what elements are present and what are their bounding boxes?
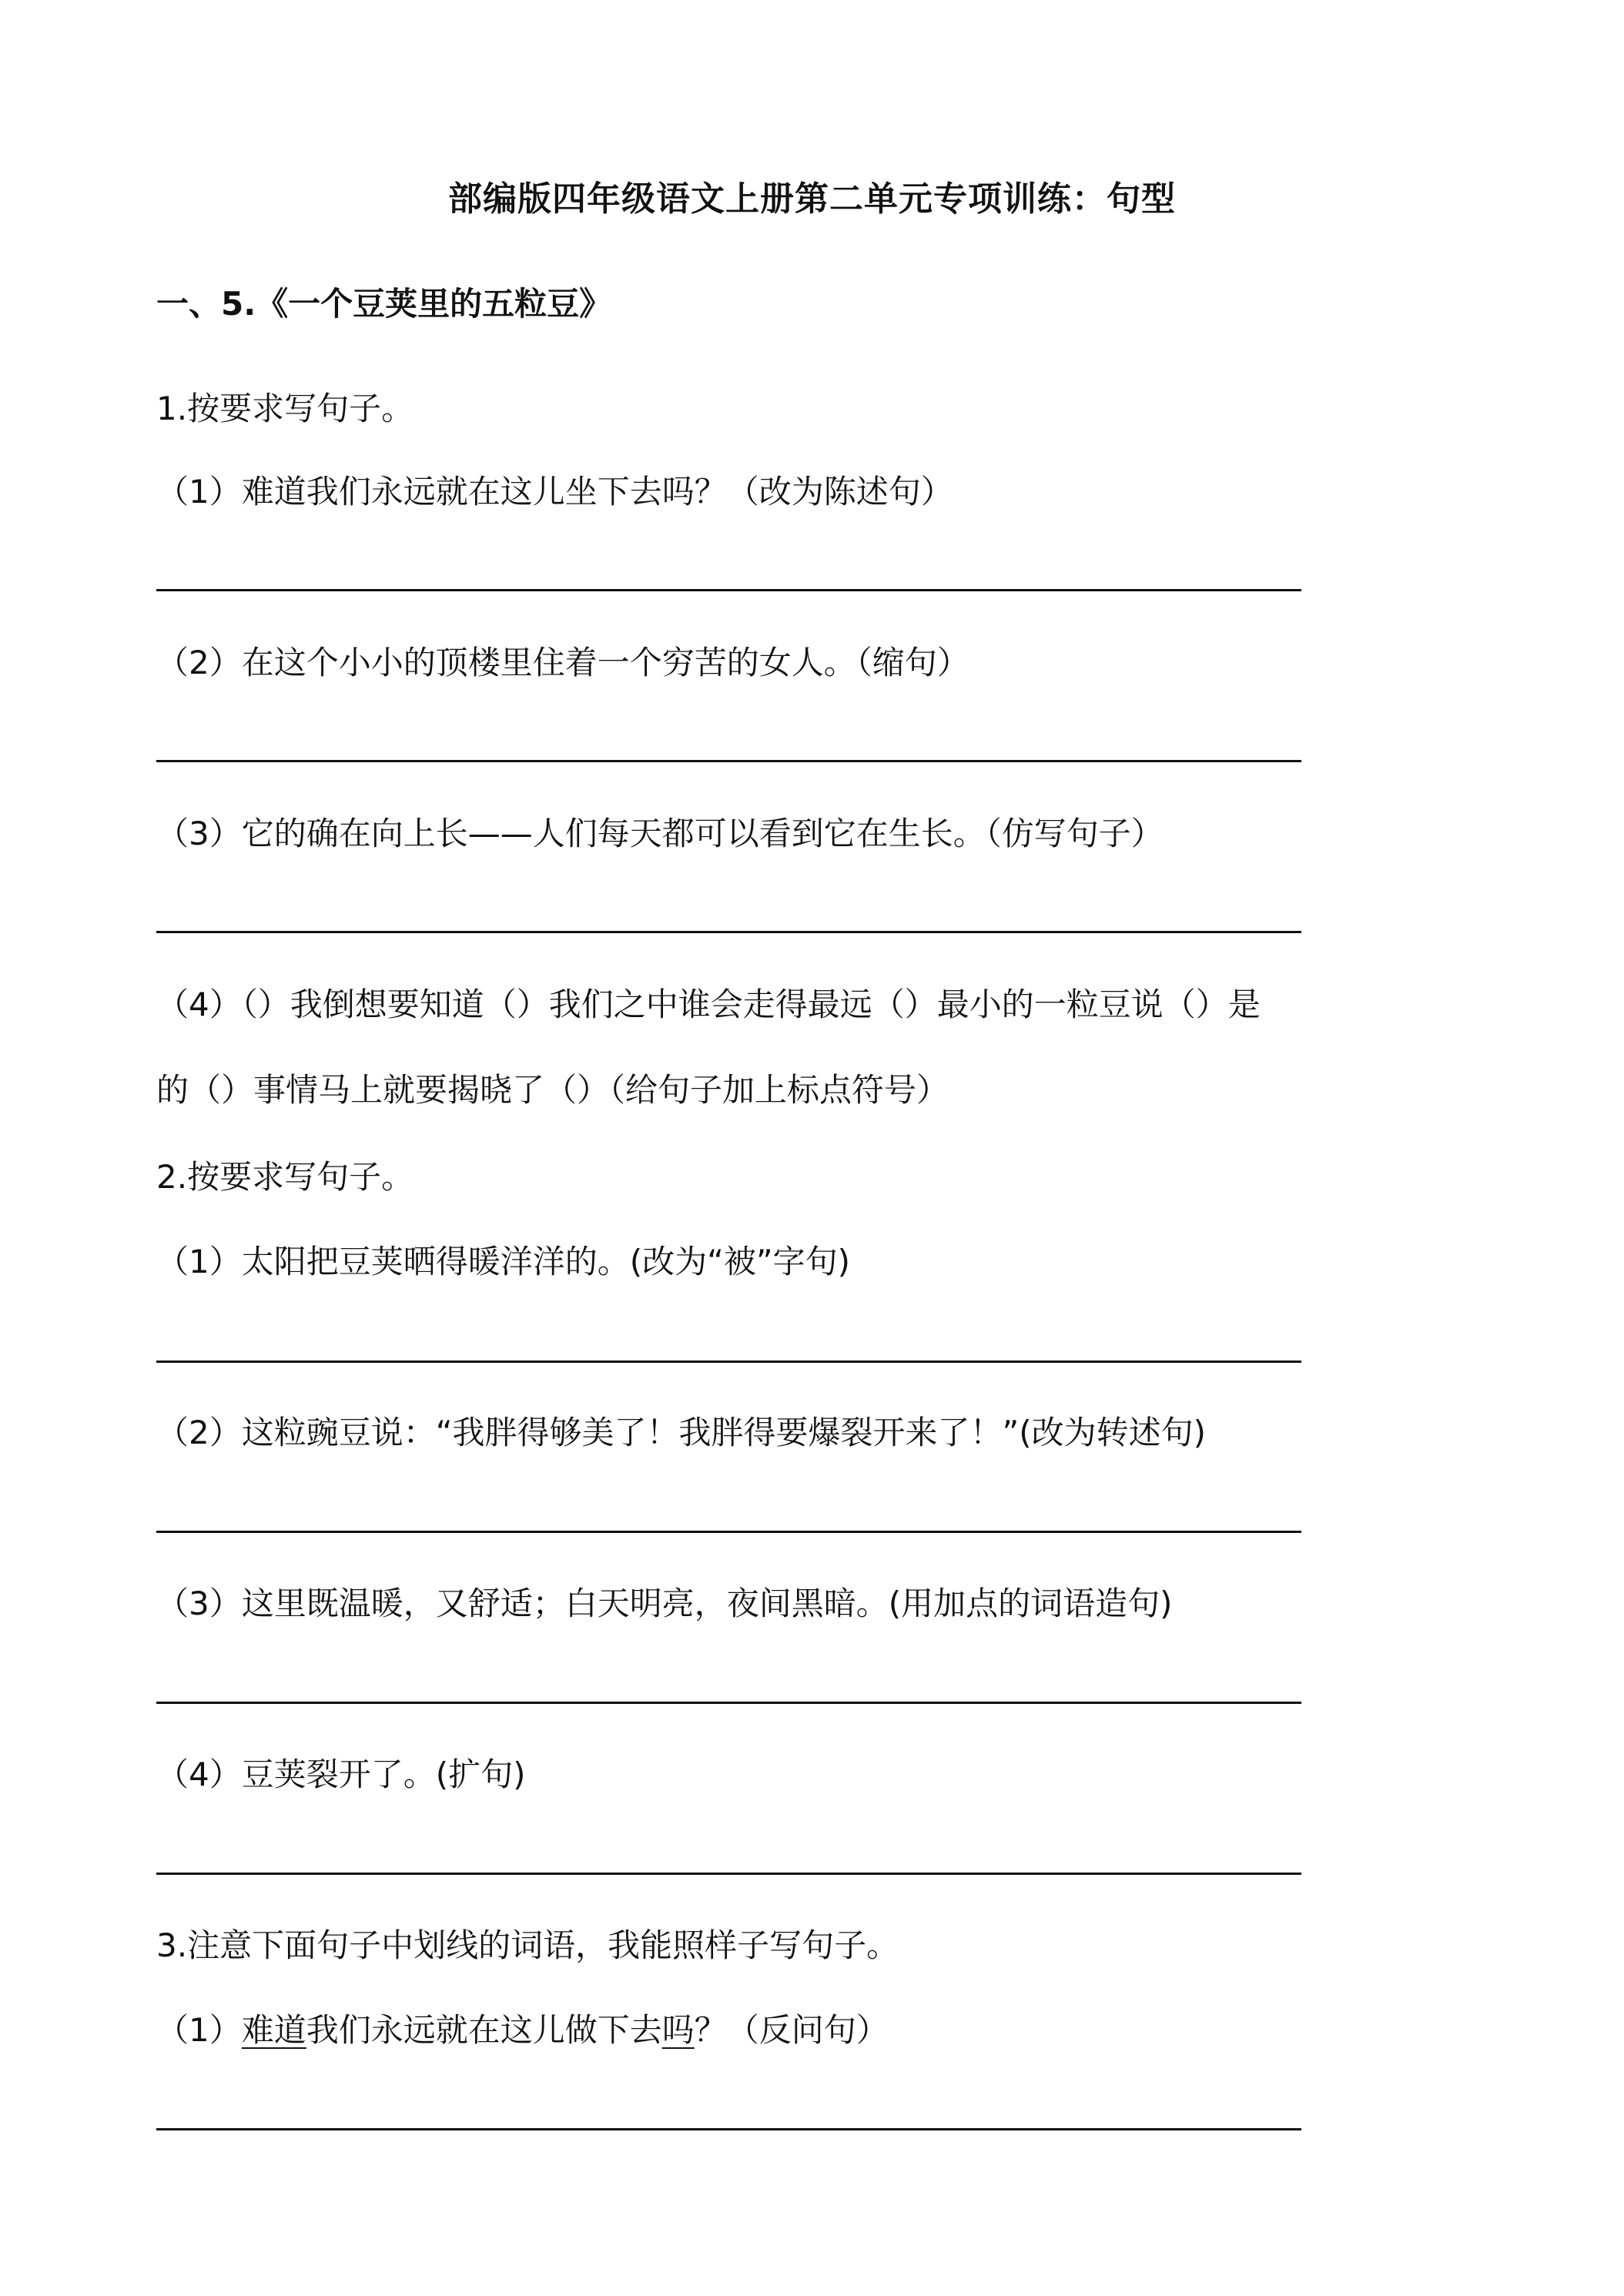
q3-heading: 3.注意下面句子中划线的词语，我能照样子写句子。 bbox=[156, 1926, 899, 1964]
answer-line[interactable] bbox=[156, 1702, 1301, 1704]
q3-item-1-middle: 我们永远就在这儿做下去 bbox=[306, 2011, 662, 2049]
q1-item-4-line-1: （4）（）我倒想要知道（）我们之中谁会走得最远（）最小的一粒豆说（）是 bbox=[156, 986, 1261, 1023]
q1-item-1: （1）难道我们永远就在这儿坐下去吗？（改为陈述句） bbox=[156, 473, 953, 510]
q2-heading: 2.按要求写句子。 bbox=[156, 1158, 414, 1196]
q1-item-3: （3）它的确在向上长——人们每天都可以看到它在生长。（仿写句子） bbox=[156, 815, 1164, 852]
answer-line[interactable] bbox=[156, 589, 1301, 591]
answer-line[interactable] bbox=[156, 1873, 1301, 1875]
answer-line[interactable] bbox=[156, 2128, 1301, 2130]
section-heading: 一、5.《一个豆荚里的五粒豆》 bbox=[156, 285, 612, 323]
q2-item-3: （3）这里既温暖，又舒适；白天明亮，夜间黑暗。(用加点的词语造句) bbox=[156, 1585, 1173, 1622]
q1-item-2: （2）在这个小小的顶楼里住着一个穷苦的女人。（缩句） bbox=[156, 644, 969, 681]
q3-item-1 bbox=[156, 2005, 889, 2051]
q1-item-4-line-2: 的（）事情马上就要揭晓了（）（给句子加上标点符号） bbox=[156, 1071, 949, 1109]
q3-item-1-prefix: （1） bbox=[156, 2011, 242, 2049]
q2-item-1: （1）太阳把豆荚晒得暖洋洋的。(改为“被”字句) bbox=[156, 1243, 851, 1280]
answer-line[interactable] bbox=[156, 1361, 1301, 1363]
answer-line[interactable] bbox=[156, 1531, 1301, 1533]
underlined-word: 难道 bbox=[241, 2011, 306, 2049]
page-title: 部编版四年级语文上册第二单元专项训练：句型 bbox=[448, 179, 1176, 219]
q2-item-4: （4）豆荚裂开了。(扩句) bbox=[156, 1755, 526, 1793]
q3-item-1-suffix: ？（反问句） bbox=[694, 2011, 889, 2049]
underlined-word: 吗 bbox=[661, 2011, 695, 2049]
q2-item-2: （2）这粒豌豆说：“我胖得够美了！我胖得要爆裂开来了！”(改为转述句) bbox=[156, 1414, 1207, 1451]
answer-line[interactable] bbox=[156, 760, 1301, 762]
q1-heading: 1.按要求写句子。 bbox=[156, 390, 414, 427]
answer-line[interactable] bbox=[156, 931, 1301, 933]
